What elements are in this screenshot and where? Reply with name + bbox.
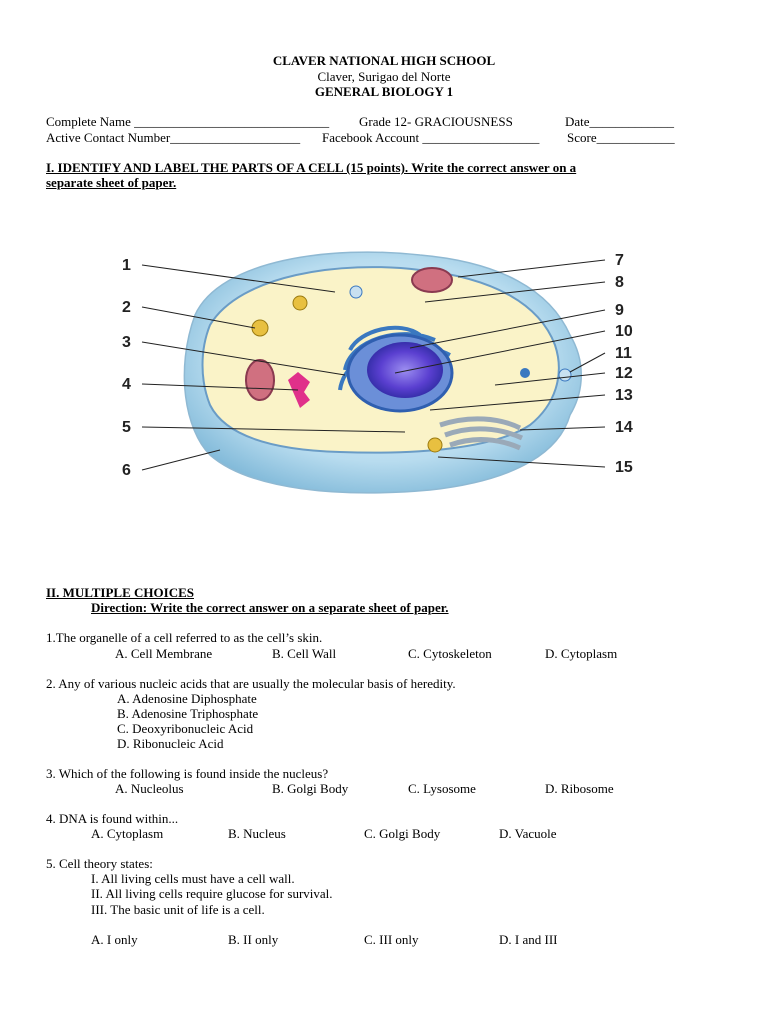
label-4: 4 — [122, 376, 131, 393]
label-7: 7 — [615, 252, 624, 269]
mitochondrion-left — [246, 360, 274, 400]
vesicle-4 — [350, 286, 362, 298]
q5-statement-2: II. All living cells require glucose for survival. — [91, 886, 333, 901]
q5-statement-1: I. All living cells must have a cell wall. — [91, 871, 295, 886]
q3-option-c: C. Lysosome — [408, 781, 476, 796]
section1-instruction-line2: separate sheet of paper. — [46, 175, 177, 190]
q1-option-d: D. Cytoplasm — [545, 646, 618, 661]
question-3: 3. Which of the following is found inside the nucleus? — [46, 766, 329, 781]
label-2: 2 — [122, 299, 131, 316]
section2-direction: Direction: Write the correct answer on a separate sheet of paper. — [91, 600, 449, 615]
label-10: 10 — [615, 323, 633, 340]
nucleolus — [367, 342, 443, 398]
contact-number-field: Active Contact Number____________________ — [46, 130, 301, 145]
label-6: 6 — [122, 462, 131, 479]
subject-title: GENERAL BIOLOGY 1 — [314, 84, 454, 99]
label-9: 9 — [615, 302, 624, 319]
q5-option-b: B. II only — [228, 932, 279, 947]
q4-option-d: D. Vacuole — [499, 826, 557, 841]
complete-name-field: Complete Name ______________________________ — [46, 114, 330, 129]
q1-option-c: C. Cytoskeleton — [408, 646, 492, 661]
q2-option-c: C. Deoxyribonucleic Acid — [117, 721, 254, 736]
q2-option-a: A. Adenosine Diphosphate — [117, 691, 257, 706]
q4-option-c: C. Golgi Body — [364, 826, 441, 841]
section2-title: II. MULTIPLE CHOICES — [46, 585, 194, 600]
q3-option-a: A. Nucleolus — [115, 781, 184, 796]
date-field: Date_____________ — [565, 114, 675, 129]
q1-option-b: B. Cell Wall — [272, 646, 337, 661]
label-13: 13 — [615, 387, 633, 404]
label-8: 8 — [615, 274, 624, 291]
q5-option-c: C. III only — [364, 932, 419, 947]
q4-option-b: B. Nucleus — [228, 826, 286, 841]
label-14: 14 — [615, 419, 633, 436]
q5-option-d: D. I and III — [499, 932, 558, 947]
question-1: 1.The organelle of a cell referred to as the cell’s skin. — [46, 630, 323, 645]
vesicle-3 — [428, 438, 442, 452]
label-11: 11 — [615, 345, 632, 362]
q3-option-b: B. Golgi Body — [272, 781, 349, 796]
label-15: 15 — [615, 459, 633, 476]
centriole — [520, 368, 530, 378]
question-2: 2. Any of various nucleic acids that are usually the molecular basis of heredity. — [46, 676, 456, 691]
label-3: 3 — [122, 334, 131, 351]
grade-section: Grade 12- GRACIOUSNESS — [359, 114, 513, 129]
q2-option-d: D. Ribonucleic Acid — [117, 736, 224, 751]
question-4: 4. DNA is found within... — [46, 811, 179, 826]
q5-statement-3: III. The basic unit of life is a cell. — [91, 902, 265, 917]
label-1: 1 — [122, 257, 131, 274]
school-location: Claver, Surigao del Norte — [317, 69, 451, 84]
q5-option-a: A. I only — [91, 932, 138, 947]
vesicle-2 — [293, 296, 307, 310]
facebook-account-field: Facebook Account __________________ — [322, 130, 540, 145]
q2-option-b: B. Adenosine Triphosphate — [117, 706, 259, 721]
peroxisome — [559, 369, 571, 381]
cell-diagram — [100, 240, 660, 505]
score-field: Score____________ — [567, 130, 675, 145]
section1-instruction-line1: I. IDENTIFY AND LABEL THE PARTS OF A CELL (15 points). Write the correct answer on a — [46, 160, 577, 175]
mitochondrion-top — [412, 268, 452, 292]
label-5: 5 — [122, 419, 131, 436]
q3-option-d: D. Ribosome — [545, 781, 614, 796]
label-12: 12 — [615, 365, 633, 382]
question-5: 5. Cell theory states: — [46, 856, 153, 871]
q1-option-a: A. Cell Membrane — [115, 646, 213, 661]
q4-option-a: A. Cytoplasm — [91, 826, 164, 841]
school-name: CLAVER NATIONAL HIGH SCHOOL — [272, 53, 496, 68]
